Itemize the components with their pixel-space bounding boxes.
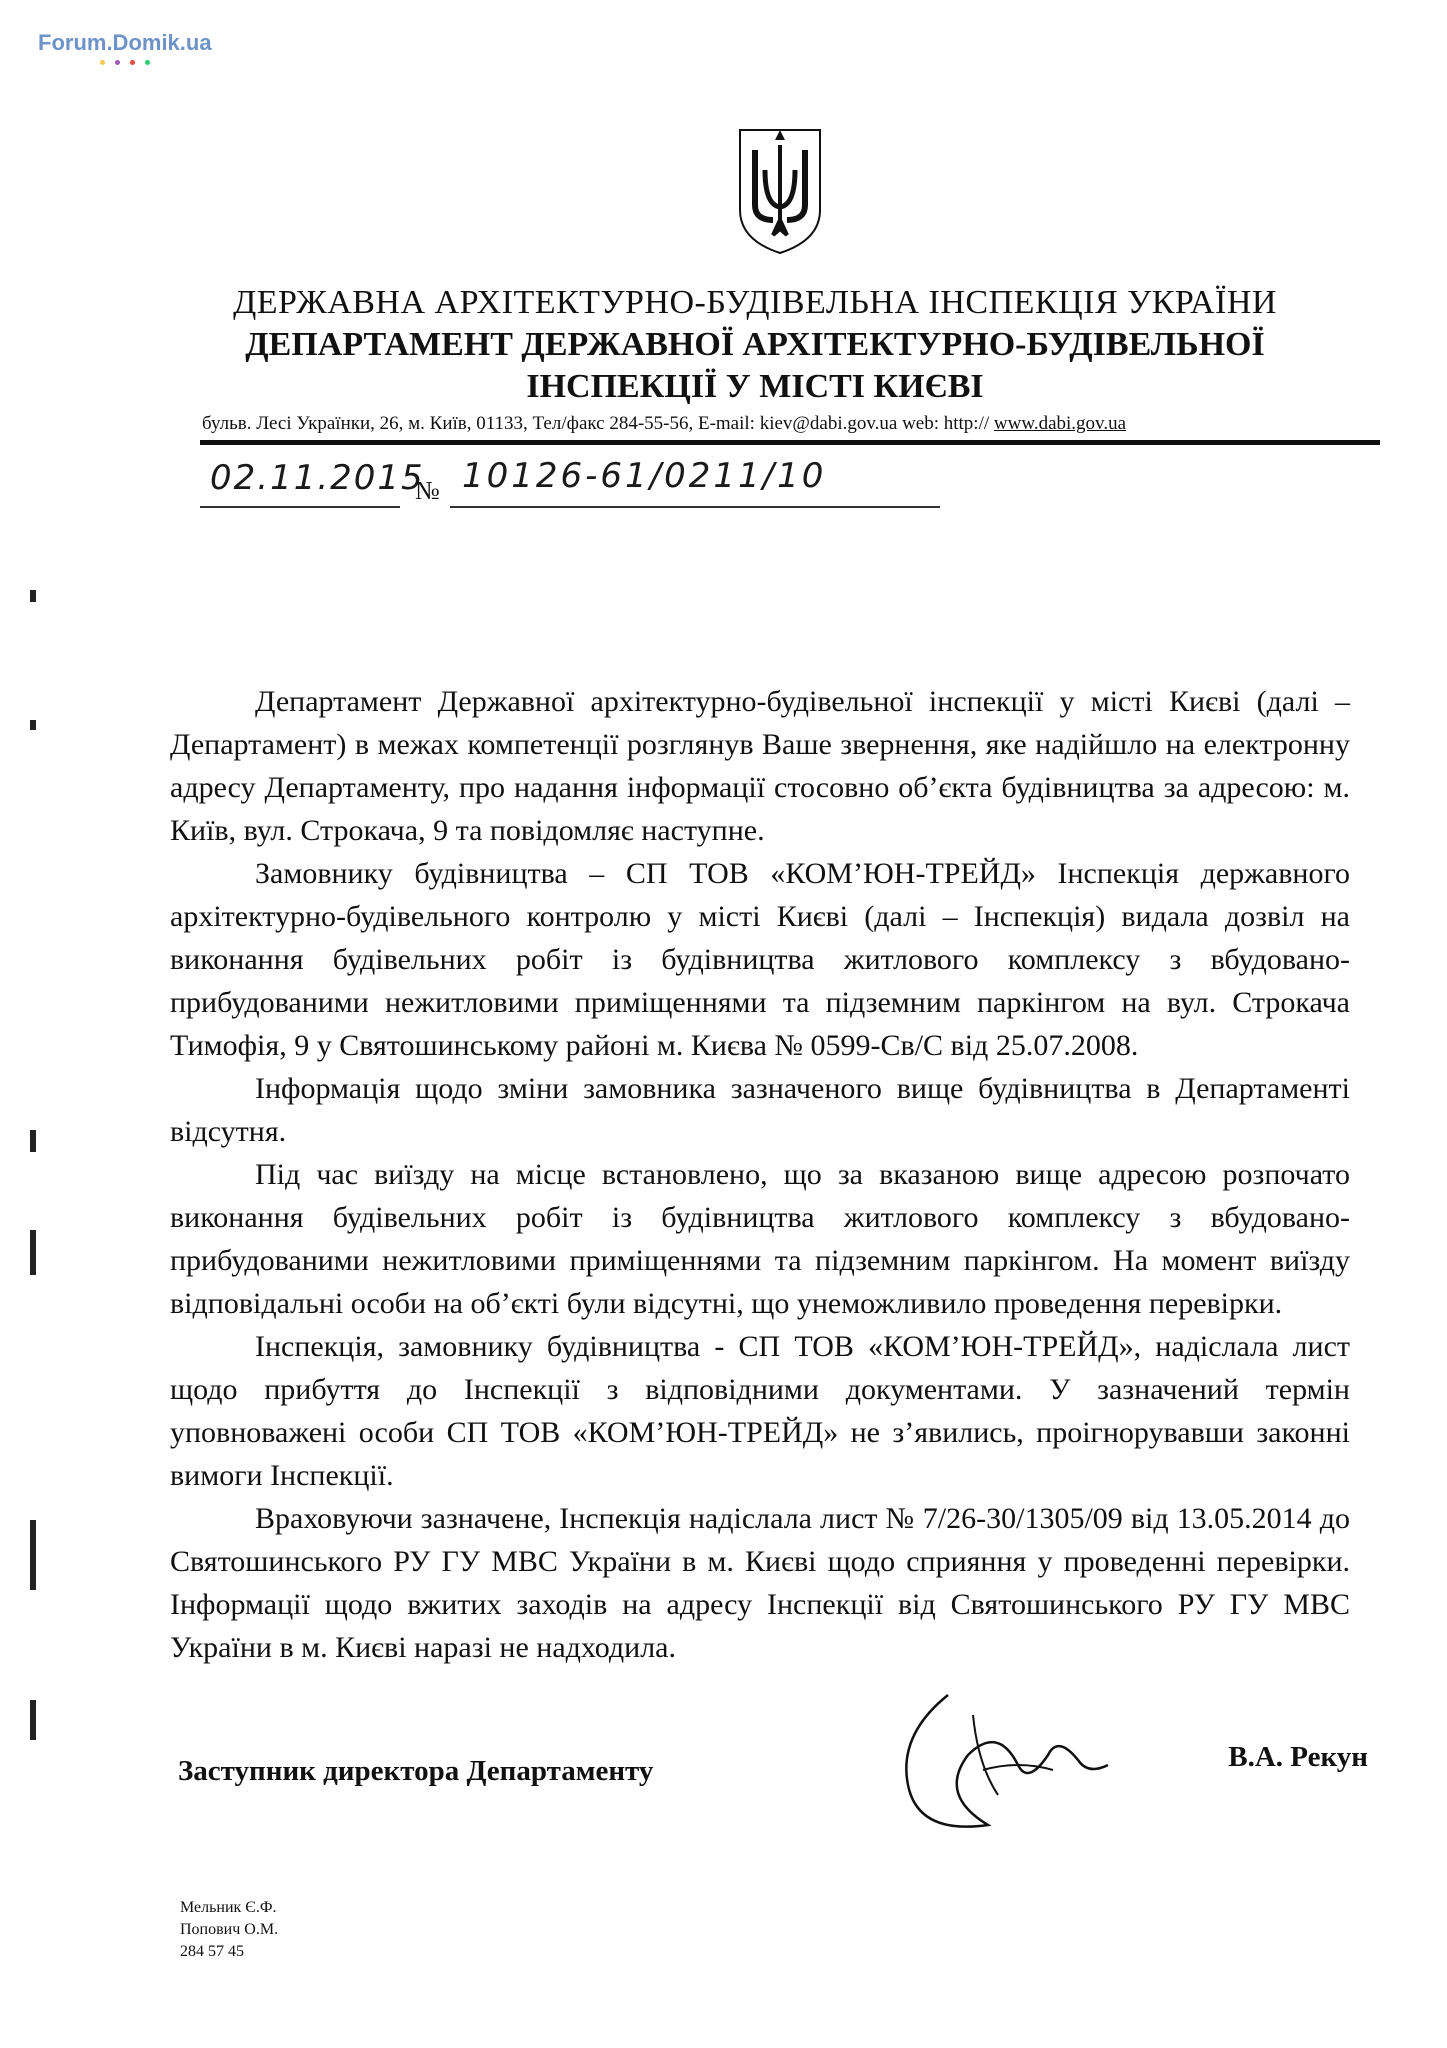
signatory-title: Заступник директора Департаменту (178, 1755, 654, 1787)
department-name-line2: ІНСПЕКЦІЇ У МІСТІ КИЄВІ (526, 368, 984, 405)
executor-phone: 284 57 45 (180, 1943, 244, 1960)
paragraph-3: Інформація щодо зміни замовника зазначеного вище будівництва в Департаменті відсутня. (170, 1072, 1350, 1148)
letter-body (170, 680, 1350, 1669)
paragraph-2: Замовнику будівництва – СП ТОВ «КОМ’ЮН-ТРЕЙД» Інспекція державного архітектурно-будівельного контролю у місті Києві (далі – Інспекція) видала дозвіл на виконання будівельних робіт із будівництва житлового комплексу з вбудовано-прибудованими нежитловими приміщеннями та підземним паркінгом на вул. Строкача Тимофія, 9 у Святошинському районі м. Києва № 0599-Св/С від 25.07.2008. (170, 857, 1350, 1062)
agency-name: ДЕРЖАВНА АРХІТЕКТУРНО-БУДІВЕЛЬНА ІНСПЕКЦІЯ УКРАЇНИ (233, 284, 1277, 321)
watermark-dots (100, 60, 150, 65)
signatory-name: В.А. Рекун (1228, 1741, 1368, 1773)
header-rule (200, 440, 1380, 445)
watermark-text: Forum.Domik.ua (38, 30, 212, 55)
paragraph-5: Інспекція, замовнику будівництва - СП ТОВ «КОМ’ЮН-ТРЕЙД», надіслала лист щодо прибуття до Інспекції з відповідними документами. У зазначений термін уповноважені особи СП ТОВ «КОМ’ЮН-ТРЕЙД» не з’явились, проігнорувавши законні вимоги Інспекції. (170, 1330, 1350, 1492)
reference-date: 02.11.2015 (210, 458, 425, 498)
paragraph-4: Під час виїзду на місце встановлено, що за вказаною вище адресою розпочато виконання будівельних робіт із будівництва житлового комплексу з вбудовано-прибудованими нежитловими приміщеннями та підземним паркінгом. На момент виїзду відповідальні особи на об’єкті були відсутні, що унеможливило проведення перевірки. (170, 1158, 1350, 1320)
executor-2: Попович О.М. (180, 1921, 279, 1938)
paragraph-1: Департамент Державної архітектурно-будівельної інспекції у місті Києві (далі – Департамент) в межах компетенції розглянув Ваше звернення, яке надійшло на електронну адресу Департаменту, про надання інформації стосовно об’єкта будівництва за адресою: м. Київ, вул. Строкача, 9 та повідомляє наступне. (170, 685, 1350, 847)
address-text: бульв. Лесі Українки, 26, м. Київ, 01133, Тел/факс 284-55-56, E-mail: kiev@dabi.gov.ua web: http:// (202, 413, 994, 434)
date-underline (200, 506, 400, 508)
signature-block (178, 1741, 1378, 1855)
number-sign: № (415, 476, 440, 505)
handwritten-signature (878, 1675, 1118, 1845)
contact-address (202, 413, 1302, 435)
department-name-line1: ДЕПАРТАМЕНТ ДЕРЖАВНОЇ АРХІТЕКТУРНО-БУДІВЕЛЬНОЇ (245, 326, 1265, 363)
executor-1: Мельник Є.Ф. (180, 1899, 277, 1916)
reference-number: 10126-61/0211/10 (462, 456, 827, 496)
executors-block (180, 1897, 278, 1963)
website-link[interactable]: www.dabi.gov.ua (993, 413, 1126, 434)
paragraph-6: Враховуючи зазначене, Інспекція надіслала лист № 7/26-30/1305/09 від 13.05.2014 до Святошинського РУ ГУ МВС України в м. Києві щодо сприяння у проведенні перевірки. Інформації щодо вжитих заходів на адресу Інспекції від Святошинського РУ ГУ МВС України в м. Києві наразі не надходила. (170, 1502, 1350, 1664)
reference-line (200, 458, 960, 508)
number-underline (450, 506, 940, 508)
trident-emblem-icon (735, 125, 825, 255)
